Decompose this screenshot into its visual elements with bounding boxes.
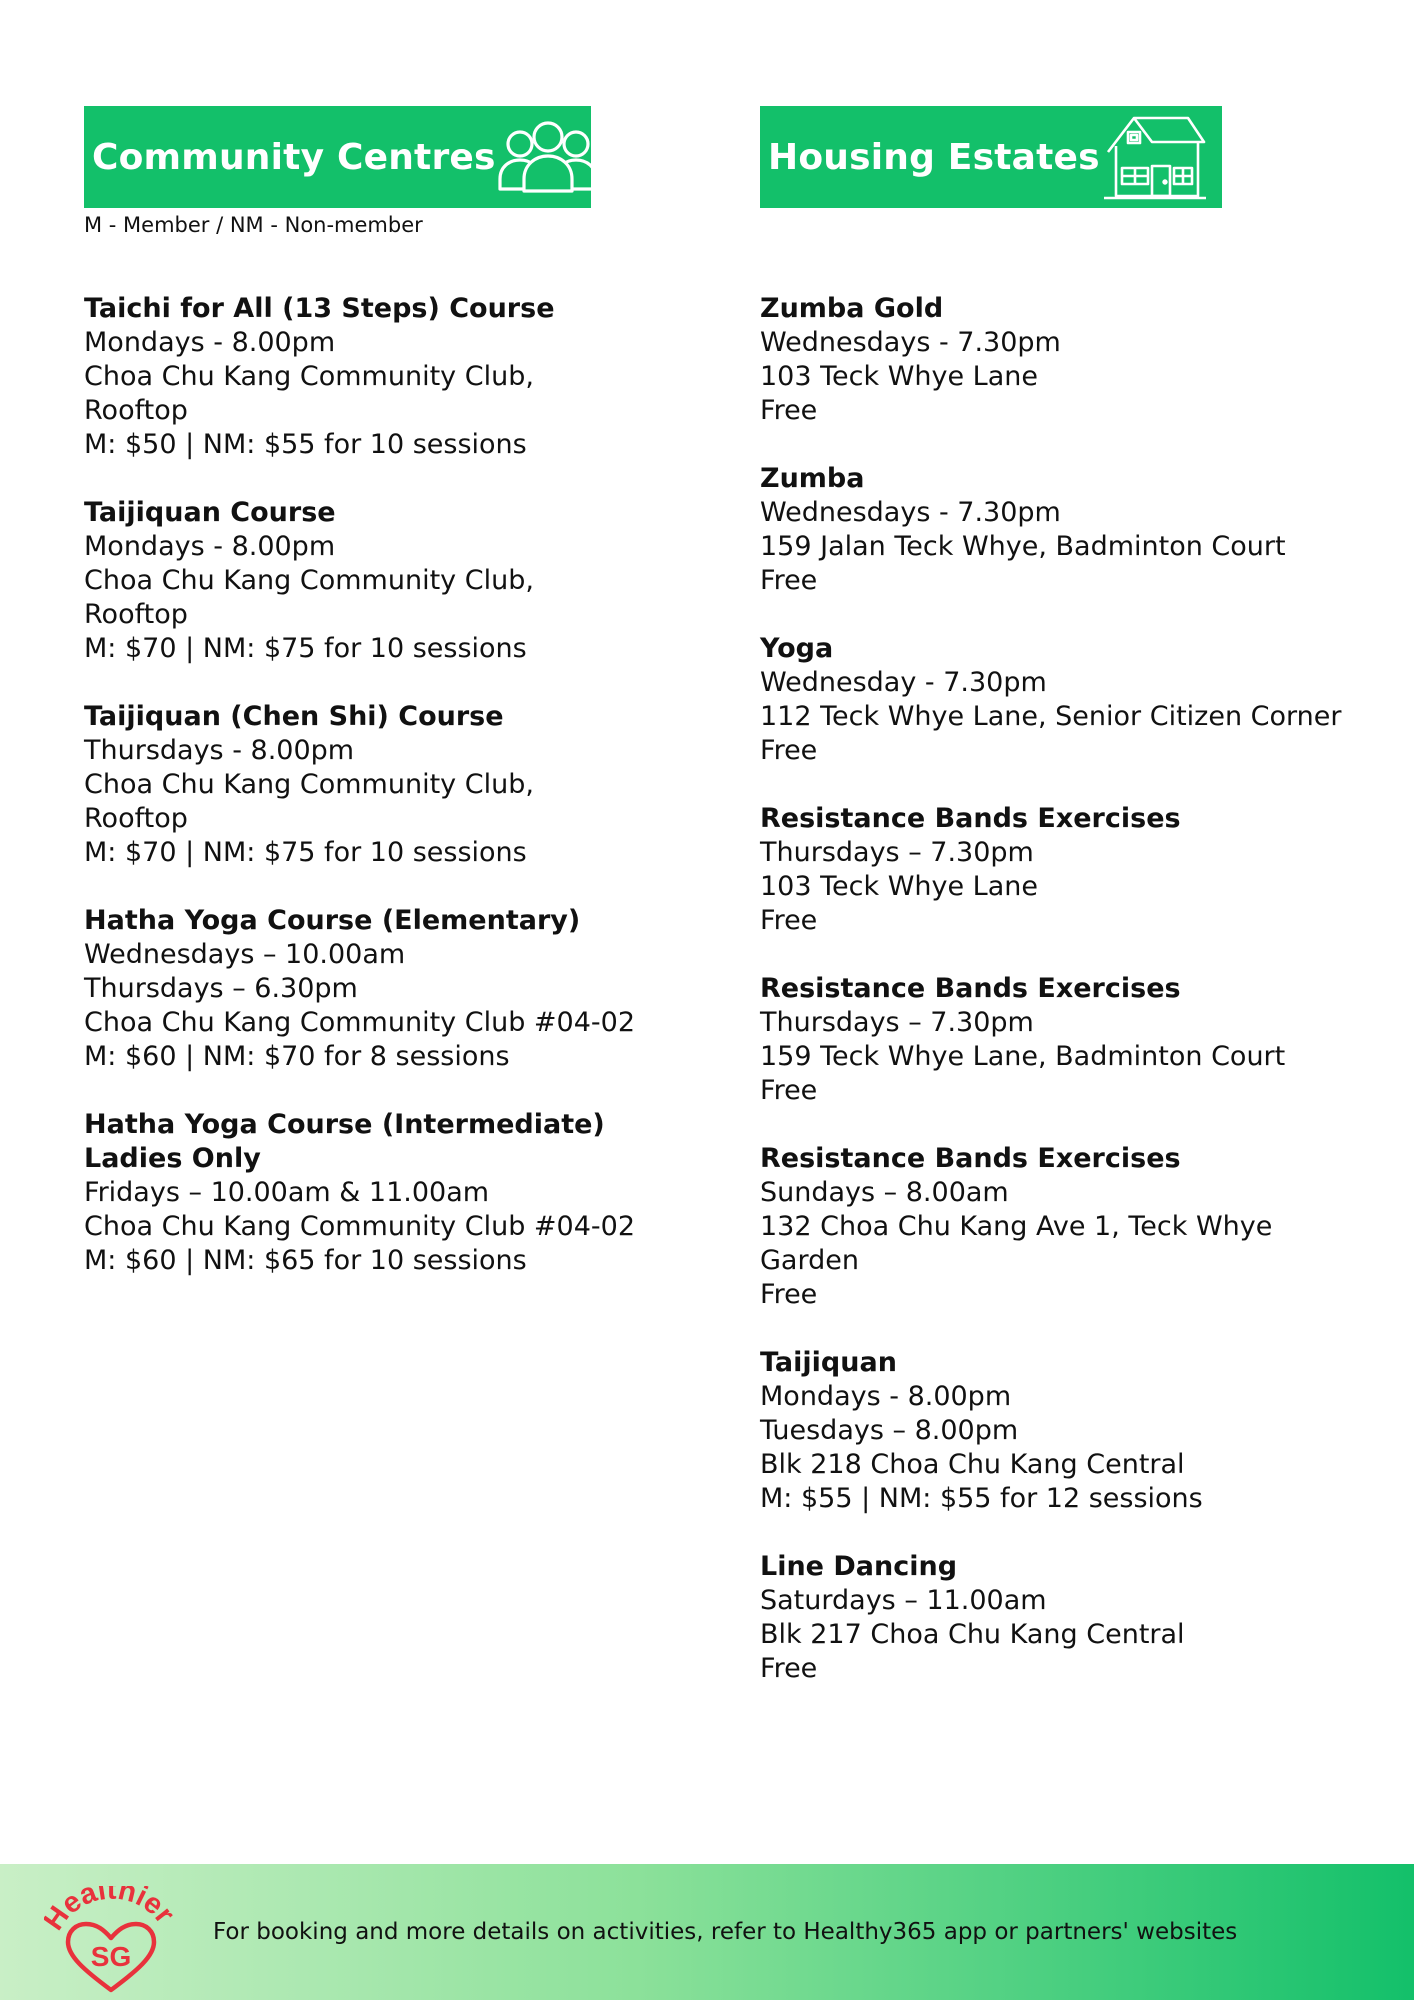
activity-detail: Free <box>760 905 818 936</box>
activity-detail: Tuesdays – 8.00pm <box>760 1415 1019 1446</box>
activity-detail: Wednesdays – 10.00am <box>84 939 406 970</box>
activity-item <box>84 700 684 870</box>
activity-detail: Thursdays – 7.30pm <box>760 1007 1034 1038</box>
activity-title: Taijiquan <box>760 1347 897 1378</box>
activity-item <box>760 462 1380 598</box>
healthier-sg-logo <box>44 1886 178 1998</box>
activity-detail: Free <box>760 1279 818 1310</box>
house-icon <box>1100 112 1210 202</box>
activity-item <box>760 1142 1380 1312</box>
activity-title: Ladies Only <box>84 1143 261 1174</box>
activity-detail: M: $70 | NM: $75 for 10 sessions <box>84 633 527 664</box>
activity-title: Resistance Bands Exercises <box>760 1143 1181 1174</box>
community-centres-title: Community Centres <box>92 136 496 178</box>
activity-detail: 103 Teck Whye Lane <box>760 361 1038 392</box>
activity-detail: Wednesdays - 7.30pm <box>760 327 1061 358</box>
activity-detail: Saturdays – 11.00am <box>760 1585 1047 1616</box>
activity-title: Resistance Bands Exercises <box>760 803 1181 834</box>
activity-detail: Free <box>760 565 818 596</box>
housing-estates-header <box>760 106 1222 208</box>
activity-title: Line Dancing <box>760 1551 958 1582</box>
footer-text: For booking and more details on activities, refer to Healthy365 app or partners' websites <box>213 1919 1238 1945</box>
activity-detail: Choa Chu Kang Community Club, <box>84 565 534 596</box>
activity-item <box>760 632 1380 768</box>
activity-detail: Rooftop <box>84 599 188 630</box>
activity-detail: 112 Teck Whye Lane, Senior Citizen Corner <box>760 701 1342 732</box>
activity-detail: M: $50 | NM: $55 for 10 sessions <box>84 429 527 460</box>
activity-title: Zumba Gold <box>760 293 944 324</box>
activity-detail: Thursdays – 7.30pm <box>760 837 1034 868</box>
activity-detail: Choa Chu Kang Community Club #04-02 <box>84 1007 635 1038</box>
activity-item <box>84 904 684 1074</box>
activity-detail: Fridays – 10.00am & 11.00am <box>84 1177 490 1208</box>
housing-estates-activity-list <box>760 292 1380 1686</box>
activity-title: Yoga <box>760 633 834 664</box>
community-centres-header <box>84 106 591 208</box>
community-centres-column <box>84 106 684 1312</box>
member-legend: M - Member / NM - Non-member <box>84 213 423 237</box>
activity-item <box>760 292 1380 428</box>
svg-text:Healthier <box>44 1886 178 1938</box>
activity-item <box>84 292 684 462</box>
activity-detail: Thursdays – 6.30pm <box>84 973 358 1004</box>
activity-item <box>84 496 684 666</box>
activity-title: Hatha Yoga Course (Elementary) <box>84 905 581 936</box>
people-group-icon <box>496 117 600 197</box>
activity-detail: M: $60 | NM: $65 for 10 sessions <box>84 1245 527 1276</box>
activity-title: Zumba <box>760 463 865 494</box>
housing-estates-title: Housing Estates <box>768 136 1100 178</box>
activity-detail: Choa Chu Kang Community Club, <box>84 361 534 392</box>
activity-title: Hatha Yoga Course (Intermediate) <box>84 1109 605 1140</box>
logo-top-text: Healthier <box>44 1886 178 1937</box>
activity-detail: Rooftop <box>84 395 188 426</box>
activity-detail: M: $60 | NM: $70 for 8 sessions <box>84 1041 510 1072</box>
activity-detail: Rooftop <box>84 803 188 834</box>
activity-detail: Sundays – 8.00am <box>760 1177 1009 1208</box>
activity-detail: Choa Chu Kang Community Club #04-02 <box>84 1211 635 1242</box>
activity-title: Taijiquan Course <box>84 497 336 528</box>
community-centres-activity-list <box>84 292 684 1278</box>
activity-detail: M: $70 | NM: $75 for 10 sessions <box>84 837 527 868</box>
activity-detail: 103 Teck Whye Lane <box>760 871 1038 902</box>
activity-detail: Wednesdays - 7.30pm <box>760 497 1061 528</box>
activity-title: Taijiquan (Chen Shi) Course <box>84 701 504 732</box>
activity-detail: Choa Chu Kang Community Club, <box>84 769 534 800</box>
activity-detail: M: $55 | NM: $55 for 12 sessions <box>760 1483 1203 1514</box>
activity-item <box>760 1346 1380 1516</box>
activity-detail: Free <box>760 395 818 426</box>
activity-detail: 159 Teck Whye Lane, Badminton Court <box>760 1041 1286 1072</box>
housing-estates-column <box>760 106 1380 1720</box>
activity-detail: Free <box>760 735 818 766</box>
activity-detail: Thursdays - 8.00pm <box>84 735 355 766</box>
activity-detail: Free <box>760 1075 818 1106</box>
logo-bottom-text: SG <box>90 1941 132 1972</box>
activity-detail: Blk 217 Choa Chu Kang Central <box>760 1619 1185 1650</box>
activity-item <box>84 1108 684 1278</box>
footer-banner <box>0 1864 1414 2000</box>
activity-item <box>760 1550 1380 1686</box>
activity-title: Taichi for All (13 Steps) Course <box>84 293 555 324</box>
activity-item <box>760 802 1380 938</box>
activity-detail: Wednesday - 7.30pm <box>760 667 1047 698</box>
activity-detail: Free <box>760 1653 818 1684</box>
activity-detail: Blk 218 Choa Chu Kang Central <box>760 1449 1185 1480</box>
activity-detail: Garden <box>760 1245 859 1276</box>
activity-detail: Mondays - 8.00pm <box>84 327 336 358</box>
activity-detail: Mondays - 8.00pm <box>760 1381 1012 1412</box>
activity-detail: Mondays - 8.00pm <box>84 531 336 562</box>
activity-detail: 159 Jalan Teck Whye, Badminton Court <box>760 531 1286 562</box>
activity-item <box>760 972 1380 1108</box>
activity-title: Resistance Bands Exercises <box>760 973 1181 1004</box>
activity-detail: 132 Choa Chu Kang Ave 1, Teck Whye <box>760 1211 1273 1242</box>
